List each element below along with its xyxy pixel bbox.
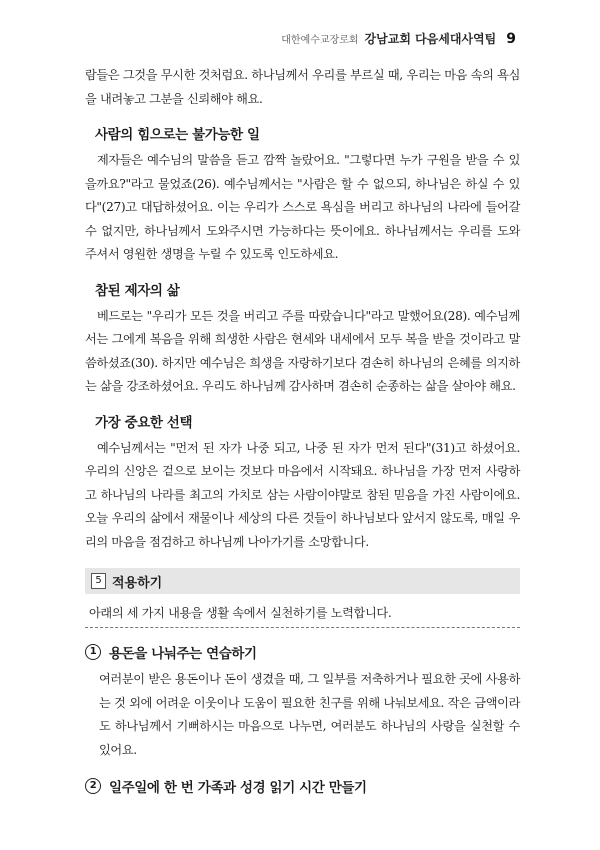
section-body-important-choice: 예수님께서는 "먼저 된 자가 나중 되고, 나중 된 자가 먼저 된다"(31)고 하셨어요. 우리의 신앙은 겉으로 보이는 것보다 마음에서 시작돼요. 하나님을 가장 먼저 사랑하고 하나님의 나라를 최고의 가치로 삼는 사람이야말로 참된 믿음을 가진 사람이에요. 오늘 우리의 삶에서 재물이나 세상의 다른 것들이 하나님보다 앞서지 않도록, 매일 우리의 마음을 점검하고 하나님께 나아가기를 소망합니다. (85, 440, 520, 549)
header-org: 대한예수교장로회 (281, 35, 359, 46)
header-dept: 강남교회 다음세대사역팀 (364, 32, 497, 46)
apply-section-title: 적용하기 (112, 575, 163, 591)
apply-section-number: 5 (91, 573, 106, 589)
practice-item-1-title (85, 642, 520, 662)
practice-item-1-label: 용돈을 나눠주는 연습하기 (109, 646, 257, 662)
intro-paragraph: 람들은 그것을 무시한 것처럼요. 하나님께서 우리를 부르실 때, 우리는 마음 속의 욕심을 내려놓고 그분을 신뢰해야 해요. (85, 68, 520, 106)
practice-item-2-label: 일주일에 한 번 가족과 성경 읽기 시간 만들기 (109, 780, 367, 796)
circled-number-1: 1 (85, 644, 101, 660)
section-body-true-disciple: 베드로는 "우리가 모든 것을 버리고 주를 따랐습니다"라고 말했어요(28). 예수님께서는 그에게 복음을 위해 희생한 사람은 현세와 내세에서 모두 복을 받을 것이라고 말씀하셨죠(30). 하지만 예수님은 희생을 자랑하기보다 겸손히 하나님의 은혜를 의지하는 삶을 강조하셨어요. 우리도 하나님께 감사하며 겸손히 순종하는 삶을 살아야 해요. (85, 308, 520, 393)
page-header (281, 30, 516, 47)
circled-number-2: 2 (85, 778, 101, 794)
page-content (85, 64, 520, 802)
section-title-impossible: 사람의 힘으로는 불가능한 일 (95, 127, 260, 143)
practice-item-1-body: 여러분이 받은 용돈이나 돈이 생겼을 때, 그 일부를 저축하거나 필요한 곳에 사용하는 것 외에 어려운 이웃이나 도움이 필요한 친구를 위해 나눠보세요. 작은 금액이라도 하나님께서 기뻐하시는 마음으로 나누면, 여러분도 하나님의 사랑을 실천할 수 있어요. (99, 672, 520, 757)
section-title-important-choice: 가장 중요한 선택 (95, 414, 193, 431)
practice-item-2-title (85, 776, 520, 796)
apply-section-header (85, 568, 520, 594)
page-number: 9 (506, 31, 516, 47)
section-title-true-disciple: 참된 제자의 삶 (95, 282, 180, 299)
apply-intro: 아래의 세 가지 내용을 생활 속에서 실천하기를 노력합니다. (85, 600, 520, 628)
section-body-impossible: 제자들은 예수님의 말씀을 듣고 깜짝 놀랐어요. "그렇다면 누가 구원을 받을 수 있을까요?"라고 물었죠(26). 예수님께서는 "사람은 할 수 없으되, 하나님은 하실 수 있다"(27)고 대답하셨어요. 이는 우리가 스스로 욕심을 버리고 하나님의 나라에 들어갈 수 없지만, 하나님께서 도와주시면 가능하다는 뜻이에요. 하나님께서는 우리를 도와주셔서 영원한 생명을 누릴 수 있도록 인도하세요. (85, 153, 520, 261)
